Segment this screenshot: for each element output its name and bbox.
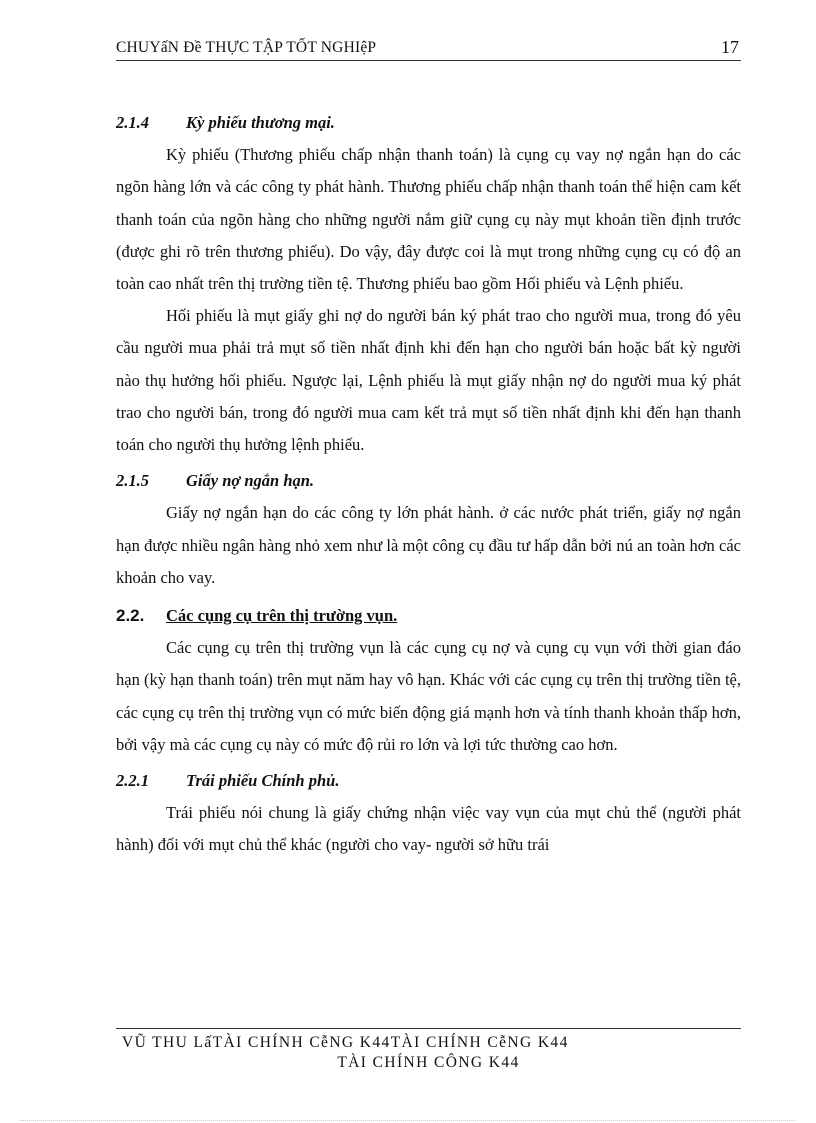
header-title: CHUYấN Đề THỰC TẬP TỐT NGHIệP	[116, 39, 377, 56]
heading-text: Kỳ phiếu thương mại.	[186, 113, 335, 132]
heading-number: 2.2.1	[116, 771, 149, 791]
page-bottom-divider	[20, 1120, 796, 1121]
paragraph: Các cụng cụ trên thị trường vụn là các cụng cụ nợ và cụng cụ vụn với thời gian đáo hạn (kỳ hạn thanh toán) trên mụt năm hay vô hạn. Khác với các cụng cụ trên thị trường tiền tệ, các cụng cụ trên thị trường vụn có mức biến động giá mạnh hơn và tính thanh khoản thấp hơn, bởi vậy mà các cụng cụ này có mức độ rủi ro lớn và lợi tức thường cao hơn.	[116, 638, 741, 754]
page-footer	[116, 1028, 741, 1073]
heading-number: 2.2.	[116, 606, 145, 626]
paragraph: Giấy nợ ngắn hạn do các công ty lớn phát hành. ở các nước phát triển, giấy nợ ngắn hạn được nhiều ngân hàng nhỏ xem như là một công cụ đầu tư hấp dẫn bởi nú an toàn hơn các khoản cho vay.	[116, 503, 741, 587]
heading-text: Trái phiếu Chính phủ.	[186, 771, 340, 791]
page-number: 17	[721, 37, 739, 57]
section-heading-2-2	[116, 600, 741, 632]
heading-number: 2.1.4	[116, 113, 149, 132]
footer-line-1: VŨ THU LấTÀI CHÍNH CễNG K44TÀI CHÍNH CễNG K44	[122, 1034, 569, 1051]
document-body	[116, 107, 741, 862]
section-heading-2-2-1	[116, 765, 741, 797]
paragraph: Hối phiếu là mụt giấy ghi nợ do người bán ký phát trao cho người mua, trong đó yêu cầu người mua phải trả mụt số tiền nhất định khi đến hạn cho người bán hoặc bất kỳ người nào thụ hưởng hối phiếu. Ngược lại, Lệnh phiếu là mụt giấy nhận nợ do người mua ký phát trao cho người bán, trong đó người mua cam kết trả mụt số tiền nhất định khi đến hạn thanh toán cho người thụ hưởng lệnh phiếu.	[116, 306, 741, 455]
paragraph: Kỳ phiếu (Thương phiếu chấp nhận thanh toán) là cụng cụ vay nợ ngắn hạn do các ngõn hàng lớn và các công ty phát hành. Thương phiếu chấp nhận thanh toán thể hiện cam kết thanh toán của ngõn hàng cho những người nắm giữ cụng cụ này mụt khoản tiền định trước (được ghi rõ trên thương phiếu). Do vậy, đây được coi là mụt trong những cụng cụ có độ an toàn cao nhất trên thị trường tiền tệ. Thương phiếu bao gồm Hối phiếu và Lệnh phiếu.	[116, 145, 741, 294]
section-heading-2-1-5	[116, 465, 741, 497]
heading-text: Các cụng cụ trên thị trường vụn.	[166, 606, 398, 626]
heading-number: 2.1.5	[116, 471, 149, 491]
footer-line-2: TÀI CHÍNH CÔNG K44	[337, 1054, 520, 1071]
heading-text: Giấy nợ ngắn hạn.	[186, 471, 315, 491]
section-heading-2-1-4	[116, 107, 741, 139]
page-header	[116, 36, 741, 61]
paragraph: Trái phiếu nói chung là giấy chứng nhận việc vay vụn của mụt chủ thể (người phát hành) đối với mụt chủ thể khác (người cho vay- người sở hữu trái	[116, 803, 741, 855]
